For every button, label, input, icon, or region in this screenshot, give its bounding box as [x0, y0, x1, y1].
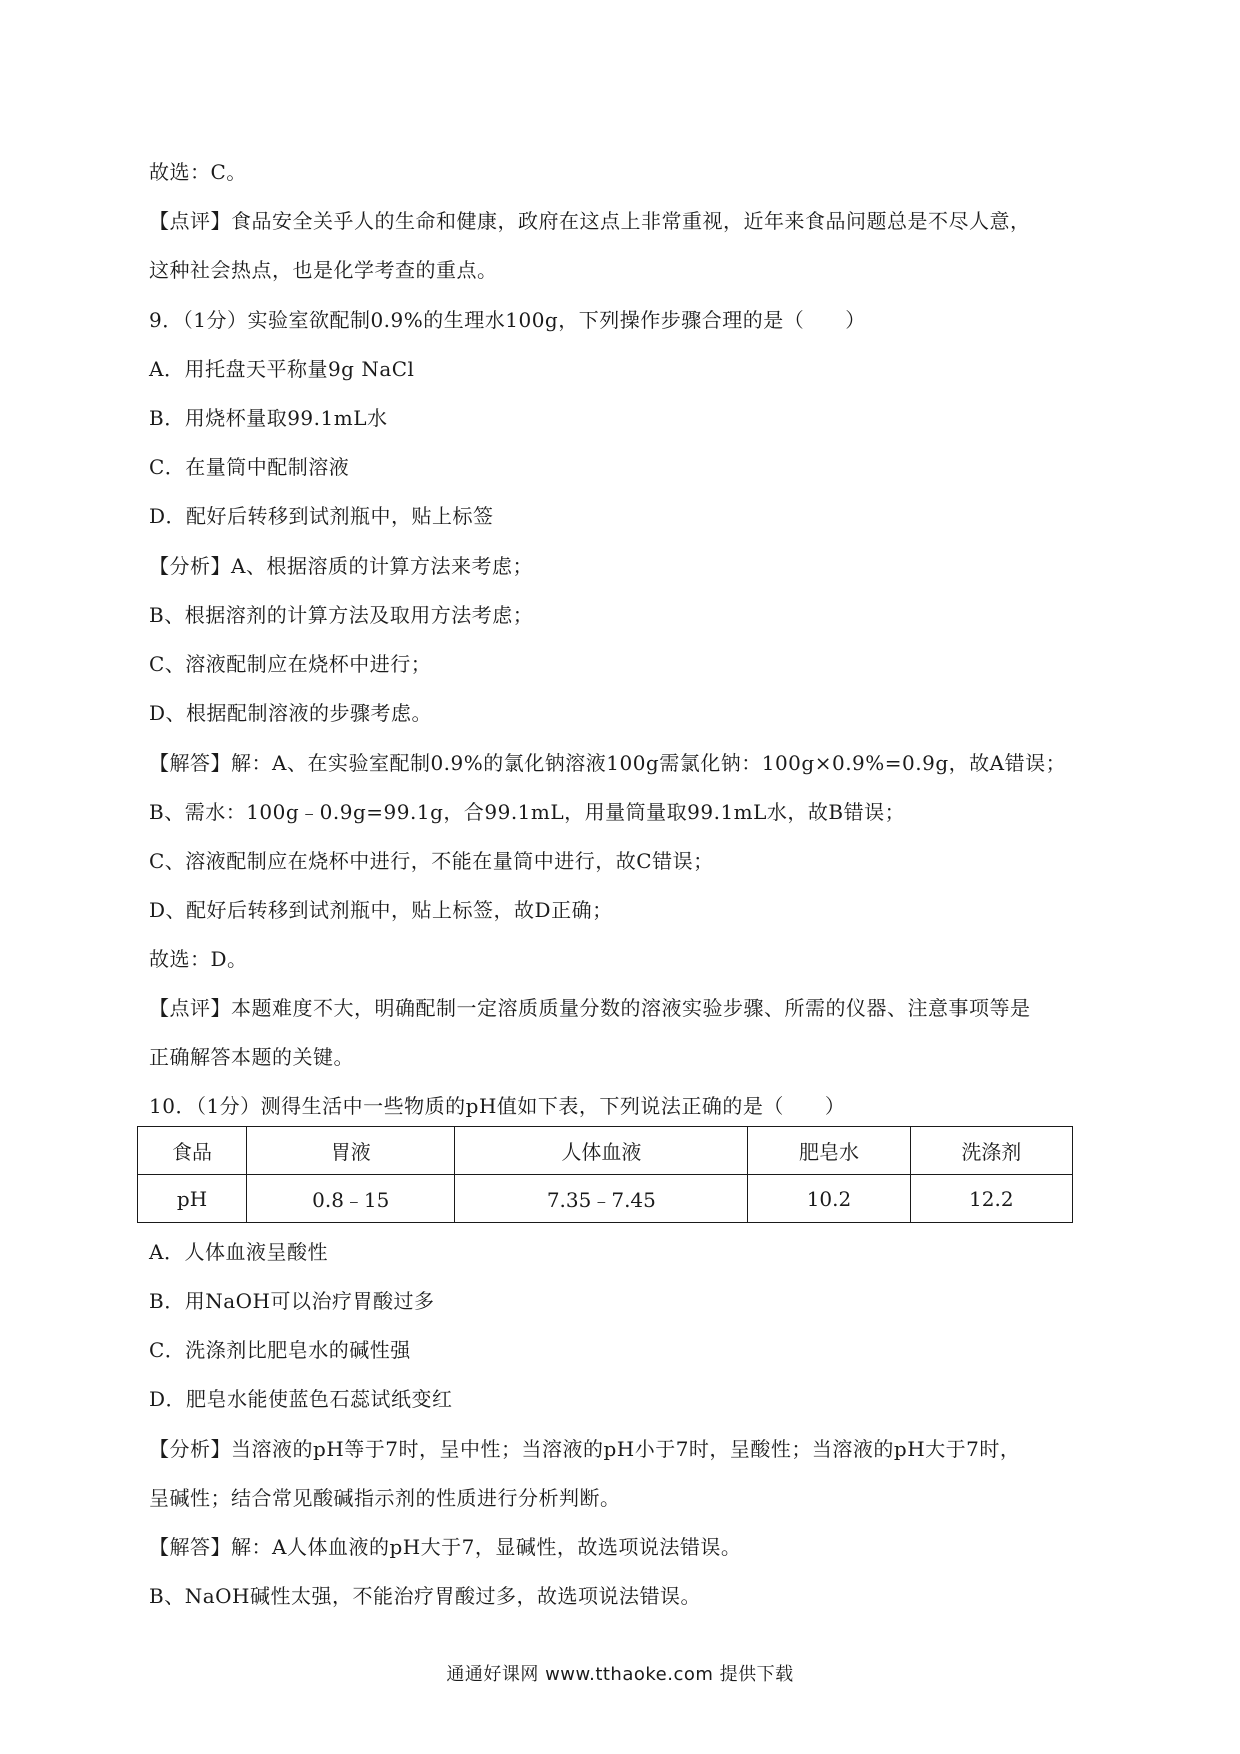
analysis-10-line-1: 【分析】当溶液的pH等于7时，呈中性；当溶液的pH小于7时，呈酸性；当溶液的pH大于7时，: [149, 1437, 1021, 1461]
table-cell: 肥皂水: [748, 1127, 910, 1175]
analysis-line-2: B、根据溶剂的计算方法及取用方法考虑；: [149, 603, 534, 627]
table-cell: pH: [138, 1175, 247, 1223]
question-10-option-b: B．用NaOH可以治疗胃酸过多: [149, 1289, 435, 1313]
comment-line-2: 这种社会热点，也是化学考查的重点。: [149, 258, 498, 282]
question-9-stem: 9．（1分）实验室欲配制0.9%的生理水100g，下列操作步骤合理的是（ ）: [149, 308, 866, 332]
table-cell: 胃液: [247, 1127, 455, 1175]
comment-9-line-2: 正确解答本题的关键。: [149, 1045, 354, 1069]
solution-line-2: B、需水：100g﹣0.9g=99.1g，合99.1mL，用量筒量取99.1mL水，故B错误；: [149, 800, 906, 824]
solution-10-line-1: 【解答】解：A人体血液的pH大于7，显碱性，故选项说法错误。: [149, 1535, 742, 1559]
question-10-option-d: D．肥皂水能使蓝色石蕊试纸变红: [149, 1387, 453, 1411]
page-footer: 通通好课网 www.tthaoke.com 提供下载: [446, 1664, 794, 1685]
solution-line-1: 【解答】解：A、在实验室配制0.9%的氯化钠溶液100g需氯化钠：100g×0.9%=0.9g，故A错误；: [149, 751, 1067, 775]
ph-table: [137, 1126, 1073, 1223]
question-9-option-b: B．用烧杯量取99.1mL水: [149, 406, 388, 430]
table-cell: 0.8﹣15: [247, 1175, 455, 1223]
table-cell: 7.35﹣7.45: [455, 1175, 748, 1223]
table-cell: 洗涤剂: [910, 1127, 1072, 1175]
comment-9-line-1: 【点评】本题难度不大，明确配制一定溶质质量分数的溶液实验步骤、所需的仪器、注意事项等是: [149, 996, 1031, 1020]
answer-choice-d: 故选：D。: [149, 947, 248, 971]
solution-10-line-2: B、NaOH碱性太强，不能治疗胃酸过多，故选项说法错误。: [149, 1584, 701, 1608]
solution-line-3: C、溶液配制应在烧杯中进行，不能在量筒中进行，故C错误；: [149, 849, 714, 873]
question-10-option-a: A．人体血液呈酸性: [149, 1240, 328, 1264]
solution-line-4: D、配好后转移到试剂瓶中，贴上标签，故D正确；: [149, 898, 613, 922]
table-cell: 人体血液: [455, 1127, 748, 1175]
question-9-option-c: C．在量筒中配制溶液: [149, 455, 350, 479]
table-row: [138, 1175, 1073, 1223]
analysis-line-1: 【分析】A、根据溶质的计算方法来考虑；: [149, 554, 533, 578]
question-9-option-a: A．用托盘天平称量9g NaCl: [149, 357, 415, 381]
analysis-line-4: D、根据配制溶液的步骤考虑。: [149, 701, 433, 725]
analysis-line-3: C、溶液配制应在烧杯中进行；: [149, 652, 432, 676]
question-10-stem: 10．（1分）测得生活中一些物质的pH值如下表，下列说法正确的是（ ）: [149, 1094, 846, 1118]
table-cell: 12.2: [910, 1175, 1072, 1223]
analysis-10-line-2: 呈碱性；结合常见酸碱指示剂的性质进行分析判断。: [149, 1486, 621, 1510]
comment-line-1: 【点评】食品安全关乎人的生命和健康，政府在这点上非常重视，近年来食品问题总是不尽人意，: [149, 209, 1031, 233]
table-header-row: [138, 1127, 1073, 1175]
table-cell: 10.2: [748, 1175, 910, 1223]
question-10-option-c: C．洗涤剂比肥皂水的碱性强: [149, 1338, 411, 1362]
answer-choice-c: 故选：C。: [149, 160, 247, 184]
table-cell: 食品: [138, 1127, 247, 1175]
question-9-option-d: D．配好后转移到试剂瓶中，贴上标签: [149, 504, 494, 528]
